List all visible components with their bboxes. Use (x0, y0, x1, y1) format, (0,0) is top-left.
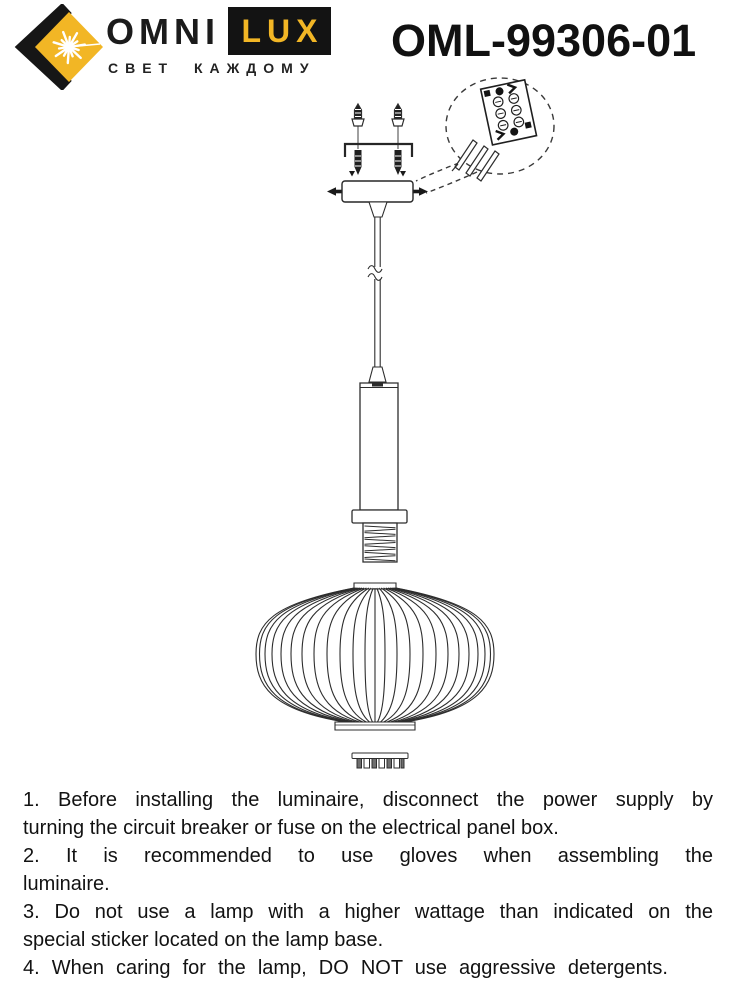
terminal-block-detail (416, 78, 554, 193)
mounting-screws (352, 104, 404, 149)
terminal-block (481, 80, 537, 145)
instruction-line: luminaire. (23, 873, 110, 895)
brand-tagline: СВЕТ КАЖДОМУ (108, 60, 316, 76)
instructions-text (23, 786, 713, 982)
instruction-line: 3. Do not use a lamp with a higher wattage than indicated on the (23, 901, 713, 923)
bottom-finial (352, 753, 408, 768)
brand-name-omni: OMNI (106, 11, 220, 52)
ceiling-canopy (342, 181, 413, 202)
instruction-line: 1. Before installing the luminaire, disconnect the power supply by (23, 789, 713, 811)
instruction-line: special sticker located on the lamp base. (23, 929, 384, 951)
instruction-line: 4. When caring for the lamp, DO NOT use aggressive detergents. (23, 957, 668, 979)
brand-name-lux: LUX (241, 12, 324, 49)
model-number: OML-99306-01 (391, 15, 697, 66)
socket-thread (363, 523, 397, 562)
lamp-tube (352, 383, 407, 523)
wire-leads (452, 140, 499, 181)
instruction-line: turning the circuit breaker or fuse on the electrical panel box. (23, 817, 559, 839)
wall-anchors (355, 150, 402, 175)
instruction-line: 2. It is recommended to use gloves when assembling the (23, 845, 713, 867)
ribbed-lampshade (256, 583, 494, 730)
suspension-cable (368, 202, 387, 382)
